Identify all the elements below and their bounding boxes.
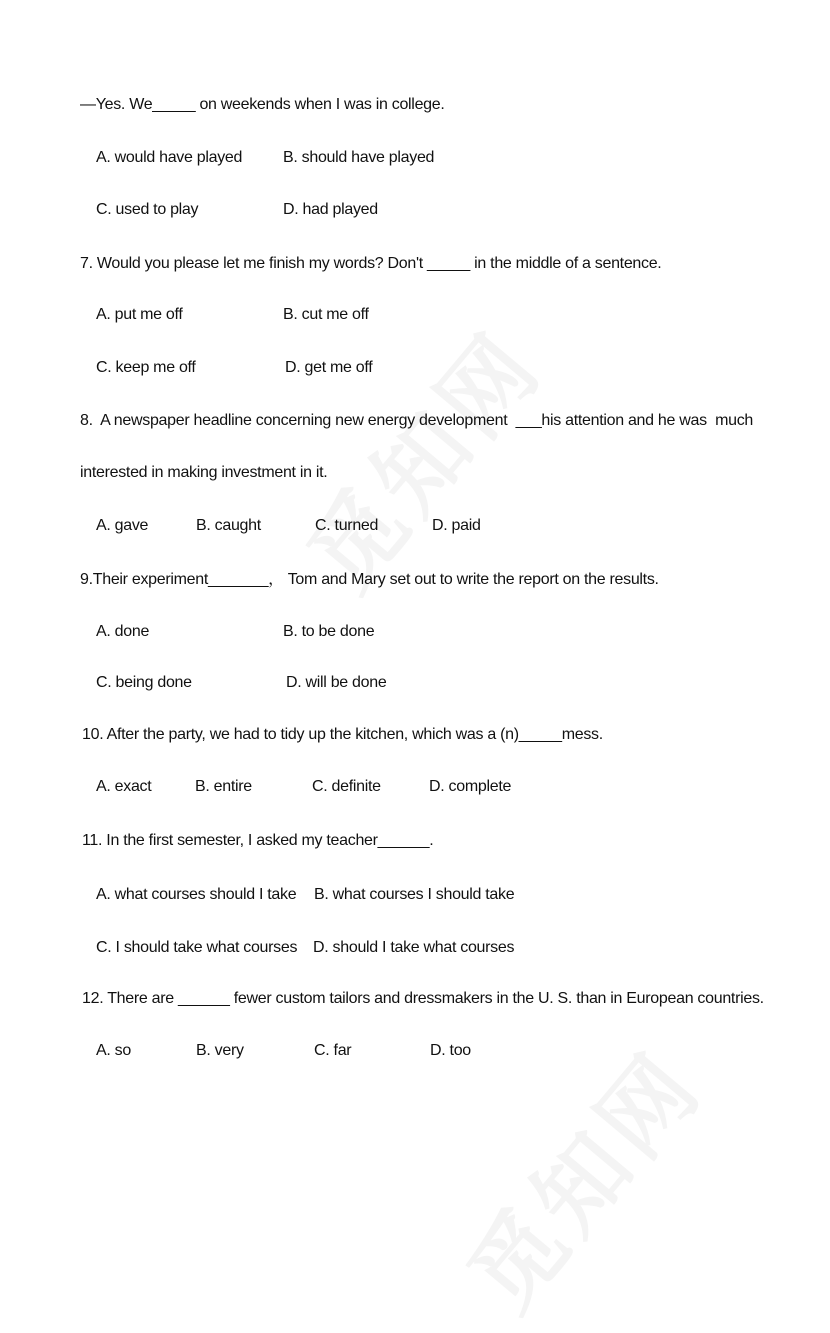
q9-option-c: C. being done xyxy=(96,674,192,691)
q6-option-b: B. should have played xyxy=(283,149,435,166)
watermark-top xyxy=(273,299,567,614)
q12-stem: 12. There are ______ fewer custom tailors and dressmakers in the U. S. than in European countries. xyxy=(82,990,764,1007)
watermark-bottom xyxy=(433,1019,727,1333)
q9-option-a: A. done xyxy=(96,623,150,640)
q11-option-d: D. should I take what courses xyxy=(313,939,515,956)
q8-option-a: A. gave xyxy=(96,517,149,534)
q12-option-b: B. very xyxy=(196,1042,244,1059)
q6-option-a: A. would have played xyxy=(96,149,243,166)
q8-option-c: C. turned xyxy=(315,517,379,534)
q6-option-c: C. used to play xyxy=(96,201,199,218)
q8-option-d: D. paid xyxy=(432,517,481,534)
q6-answer-line: —Yes. We_____ on weekends when I was in college. xyxy=(80,96,445,113)
q12-option-c: C. far xyxy=(314,1042,352,1059)
q9-stem: 9.Their experiment_______， Tom and Mary set out to write the report on the results. xyxy=(80,571,659,588)
q7-stem: 7. Would you please let me finish my words? Don't _____ in the middle of a sentence. xyxy=(80,255,662,272)
q8-option-b: B. caught xyxy=(196,517,261,534)
q10-option-c: C. definite xyxy=(312,778,381,795)
q11-stem: 11. In the first semester, I asked my teacher______. xyxy=(82,832,434,849)
q10-option-b: B. entire xyxy=(195,778,252,795)
q11-option-a: A. what courses should I take xyxy=(96,886,297,903)
q11-option-b: B. what courses I should take xyxy=(314,886,515,903)
q7-option-d: D. get me off xyxy=(285,359,373,376)
q9-option-b: B. to be done xyxy=(283,623,375,640)
q8-stem-line-2: interested in making investment in it. xyxy=(80,464,328,481)
q6-option-d: D. had played xyxy=(283,201,378,218)
q11-option-c: C. I should take what courses xyxy=(96,939,298,956)
q7-option-c: C. keep me off xyxy=(96,359,196,376)
q10-option-a: A. exact xyxy=(96,778,152,795)
q10-option-d: D. complete xyxy=(429,778,512,795)
q10-stem: 10. After the party, we had to tidy up the kitchen, which was a (n)_____mess. xyxy=(82,726,603,743)
q12-option-a: A. so xyxy=(96,1042,131,1059)
q7-option-a: A. put me off xyxy=(96,306,183,323)
q9-option-d: D. will be done xyxy=(286,674,387,691)
q8-stem-line-1: 8. A newspaper headline concerning new energy development ___his attention and he was much xyxy=(80,412,754,429)
q12-option-d: D. too xyxy=(430,1042,471,1059)
q7-option-b: B. cut me off xyxy=(283,306,369,323)
